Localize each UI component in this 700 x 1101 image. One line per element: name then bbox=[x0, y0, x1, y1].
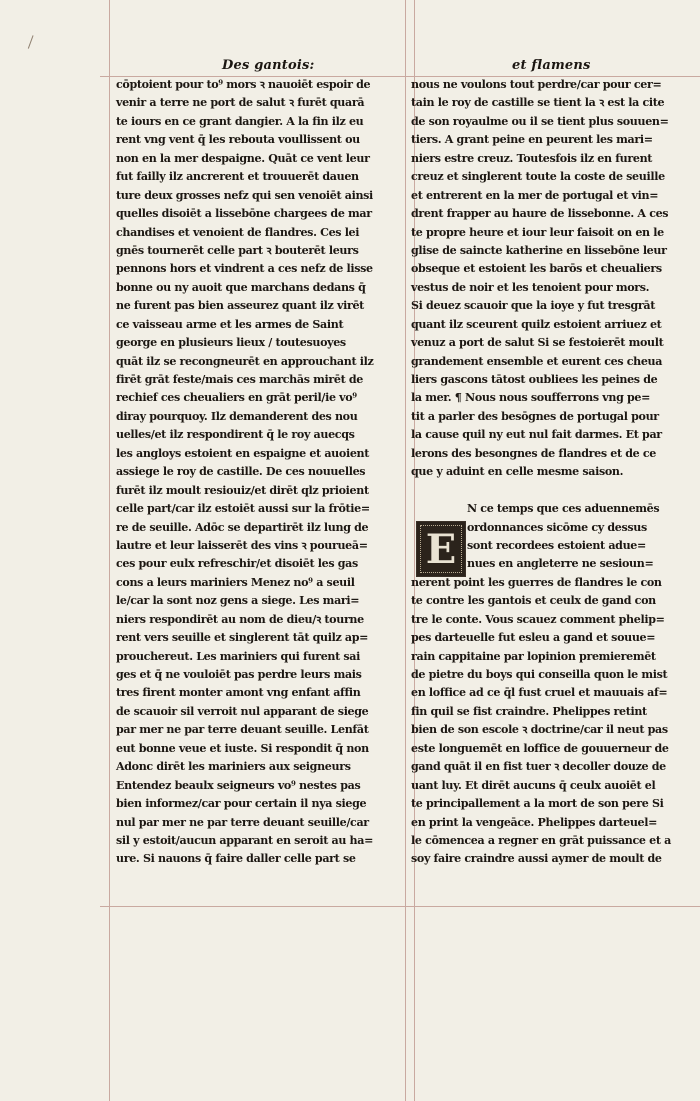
text-line: chandises et venoient de flandres. Ces lei bbox=[116, 225, 360, 239]
text-line: george en plusieurs lieux / toutesuoyes bbox=[116, 336, 346, 350]
text-line: rain cappitaine par lopinion premieremēt bbox=[411, 649, 656, 663]
text-line: eut bonne veue et iuste. Si respondit q̄ non bbox=[116, 741, 369, 755]
text-line: te principallement a la mort de son pere Si bbox=[411, 797, 664, 811]
text-line: N ce temps que ces aduennemēs bbox=[467, 502, 660, 516]
text-line: venir a terre ne port de salut ꝛ furēt quarā bbox=[116, 96, 365, 110]
text-line: non en la mer despaigne. Quāt ce vent leur bbox=[116, 151, 370, 165]
text-line: fut failly ilz ancrerent et trouuerēt dauen bbox=[116, 170, 359, 184]
ruling-line-center bbox=[405, 0, 406, 1101]
text-line: lerons des besongnes de flandres et de ce bbox=[411, 446, 656, 460]
text-line: gnēs tournerēt celle part ꝛ bouterēt leurs bbox=[116, 243, 359, 257]
text-line: tres firent monter amont vng enfant affin bbox=[116, 686, 361, 700]
text-line: prouchereut. Les mariniers qui furent sai bbox=[116, 649, 360, 663]
text-line: nues en angleterre ne sesioun= bbox=[467, 557, 654, 571]
text-line: uelles/et ilz respondirent q̄ le roy auecqs bbox=[116, 428, 355, 442]
ruling-line-left bbox=[109, 0, 110, 1101]
text-line: vestus de noir et les tenoient pour mors. bbox=[411, 280, 650, 294]
text-line: venuz a port de salut Si se festoierēt moult bbox=[411, 336, 664, 350]
text-line: bien de son escole ꝛ doctrine/car il neut pas bbox=[411, 723, 668, 737]
text-line: la mer. ¶ Nous nous soufferrons vng pe= bbox=[411, 391, 651, 405]
running-header-right: et flamens bbox=[512, 58, 591, 73]
text-line: quant ilz sceurent quilz estoient arriuez et bbox=[411, 317, 662, 331]
text-line: re de seuille. Adōc se departirēt ilz lung de bbox=[116, 520, 369, 534]
text-line: te contre les gantois et ceulx de gand con bbox=[411, 594, 656, 608]
text-line: pes darteuelle fut esleu a gand et souue= bbox=[411, 631, 656, 645]
text-line: tre le conte. Vous scauez comment phelip= bbox=[411, 612, 665, 626]
text-line: te propre heure et iour leur faisoit on en le bbox=[411, 225, 664, 239]
text-line: les angloys estoient en espaigne et auoient bbox=[116, 446, 370, 460]
running-header-left: Des gantois: bbox=[222, 58, 315, 73]
text-line: nous ne voulons tout perdre/car pour cer= bbox=[411, 78, 662, 91]
text-column-right bbox=[411, 76, 700, 869]
text-line: quāt ilz se recongneurēt en approuchant ilz bbox=[116, 354, 374, 368]
initial-letter: E bbox=[425, 525, 457, 573]
text-line: obseque et estoient les barōs et cheualiers bbox=[411, 262, 662, 276]
text-line: ordonnances sicōme cy dessus bbox=[467, 520, 647, 534]
text-line: de pietre du boys qui conseilla quon le mist bbox=[411, 668, 668, 681]
text-line: rechief ces cheualiers en grāt peril/ie vo⁹ bbox=[116, 391, 357, 405]
margin-mark bbox=[28, 35, 39, 51]
text-line: creuz et singlerent toute la coste de seuille bbox=[411, 170, 665, 184]
text-line: ne furent pas bien asseurez quant ilz virēt bbox=[116, 299, 364, 313]
ruling-line-bottom bbox=[100, 906, 700, 907]
text-line: nul par mer ne par terre deuant seuille/car bbox=[116, 815, 369, 829]
text-line: Si deuez scauoir que la ioye y fut tresgrāt bbox=[411, 299, 656, 313]
text-line: cōptoient pour to⁹ mors ꝛ nauoiēt espoir de bbox=[116, 78, 371, 91]
text-line: nerent point les guerres de flandres le con bbox=[411, 575, 662, 589]
text-line: ges et q̄ ne vouloiēt pas perdre leurs mais bbox=[116, 668, 362, 681]
text-line: bonne ou ny auoit que marchans dedans q̄ bbox=[116, 280, 366, 294]
text-line: bien informez/car pour certain il nya siege bbox=[116, 797, 367, 811]
text-line: cons a leurs mariniers Menez no⁹ a seuil bbox=[116, 575, 355, 589]
text-line: ces pour eulx refreschir/et disoiēt les gas bbox=[116, 557, 358, 571]
text-line: fin quil se fist craindre. Phelippes retint bbox=[411, 704, 647, 718]
text-line: soy faire craindre aussi aymer de moult de bbox=[411, 852, 662, 866]
text-line: celle part/car ilz estoiēt aussi sur la frōtie= bbox=[116, 502, 370, 516]
text-line: quelles disoiēt a lissebōne chargees de mar bbox=[116, 207, 372, 221]
text-line: sil y estoit/aucun apparant en seroit au ha= bbox=[116, 833, 374, 847]
text-line: et entrerent en la mer de portugal et vin= bbox=[411, 188, 659, 202]
text-column-left bbox=[116, 76, 398, 869]
text-line: este longuemēt en loffice de gouuerneur de bbox=[411, 741, 669, 755]
text-line: ce vaisseau arme et les armes de Saint bbox=[116, 317, 344, 331]
text-line: de son royaulme ou il se tient plus souuen= bbox=[411, 114, 669, 128]
text-line: sont recordees estoient adue= bbox=[467, 538, 646, 552]
text-line: en loffice ad ce q̄l fust cruel et mauuais af= bbox=[411, 686, 668, 700]
text-line: uant luy. Et dirēt aucuns q̄ ceulx auoiēt el bbox=[411, 778, 656, 792]
text-line: en print la vengeāce. Phelippes darteuel= bbox=[411, 815, 658, 829]
text-line: Adonc dirēt les mariniers aux seigneurs bbox=[116, 760, 351, 774]
text-line: drent frapper au haure de lissebonne. A ces bbox=[411, 207, 669, 221]
text-line: le cōmencea a regner en grāt puissance et a bbox=[411, 833, 671, 847]
text-line: glise de saincte katherine en lissebōne leur bbox=[411, 243, 667, 257]
text-line: lautre et leur laisserēt des vins ꝛ pourueā= bbox=[116, 538, 368, 552]
text-line: rent vers seuille et singlerent tāt quilz ap= bbox=[116, 631, 369, 645]
text-line: tiers. A grant peine en peurent les mari= bbox=[411, 133, 653, 147]
text-line: que y aduint en celle mesme saison. bbox=[411, 465, 624, 479]
text-line: tit a parler des besōgnes de portugal pour bbox=[411, 409, 659, 423]
text-line: Entendez beaulx seigneurs vo⁹ nestes pas bbox=[116, 778, 361, 792]
text-line: liers gascons tātost oubliees les peines de bbox=[411, 373, 658, 386]
text-line: grandement ensemble et eurent ces cheua bbox=[411, 354, 663, 368]
text-line: la cause quil ny eut nul fait darmes. Et par bbox=[411, 428, 662, 442]
text-line: ture deux grosses nefz qui sen venoiēt ainsi bbox=[116, 188, 373, 202]
blank-line bbox=[411, 482, 700, 500]
text-line: te iours en ce grant dangier. A la fin ilz eu bbox=[116, 114, 364, 128]
text-line: niers respondirēt au nom de dieu/ꝛ tourne bbox=[116, 612, 364, 626]
text-line: par mer ne par terre deuant seuille. Lenfāt bbox=[116, 723, 369, 737]
text-line: niers estre creuz. Toutesfois ilz en furent bbox=[411, 151, 653, 165]
text-line: furēt ilz moult resiouiz/et dirēt qlz prioient bbox=[116, 483, 369, 497]
text-line: tain le roy de castille se tient la ꝛ est la cite bbox=[411, 96, 665, 110]
text-line: rent vng vent q̄ les rebouta voullissent ou bbox=[116, 133, 360, 147]
text-line: assiege le roy de castille. De ces nouuelles bbox=[116, 465, 366, 479]
text-line: de scauoir sil verroit nul apparant de siege bbox=[116, 704, 369, 718]
text-line: pennons hors et vindrent a ces nefz de lisse bbox=[116, 262, 373, 276]
text-line: le/car la sont noz gens a siege. Les mari= bbox=[116, 594, 360, 608]
text-line: firēt grāt feste/mais ces marchās mirēt de bbox=[116, 373, 363, 386]
text-line: ure. Si nauons q̄ faire daller celle part se bbox=[116, 852, 356, 866]
text-line: gand quāt il en fist tuer ꝛ decoller douze de bbox=[411, 760, 666, 774]
text-line: diray pourquoy. Ilz demanderent des nou bbox=[116, 409, 358, 423]
